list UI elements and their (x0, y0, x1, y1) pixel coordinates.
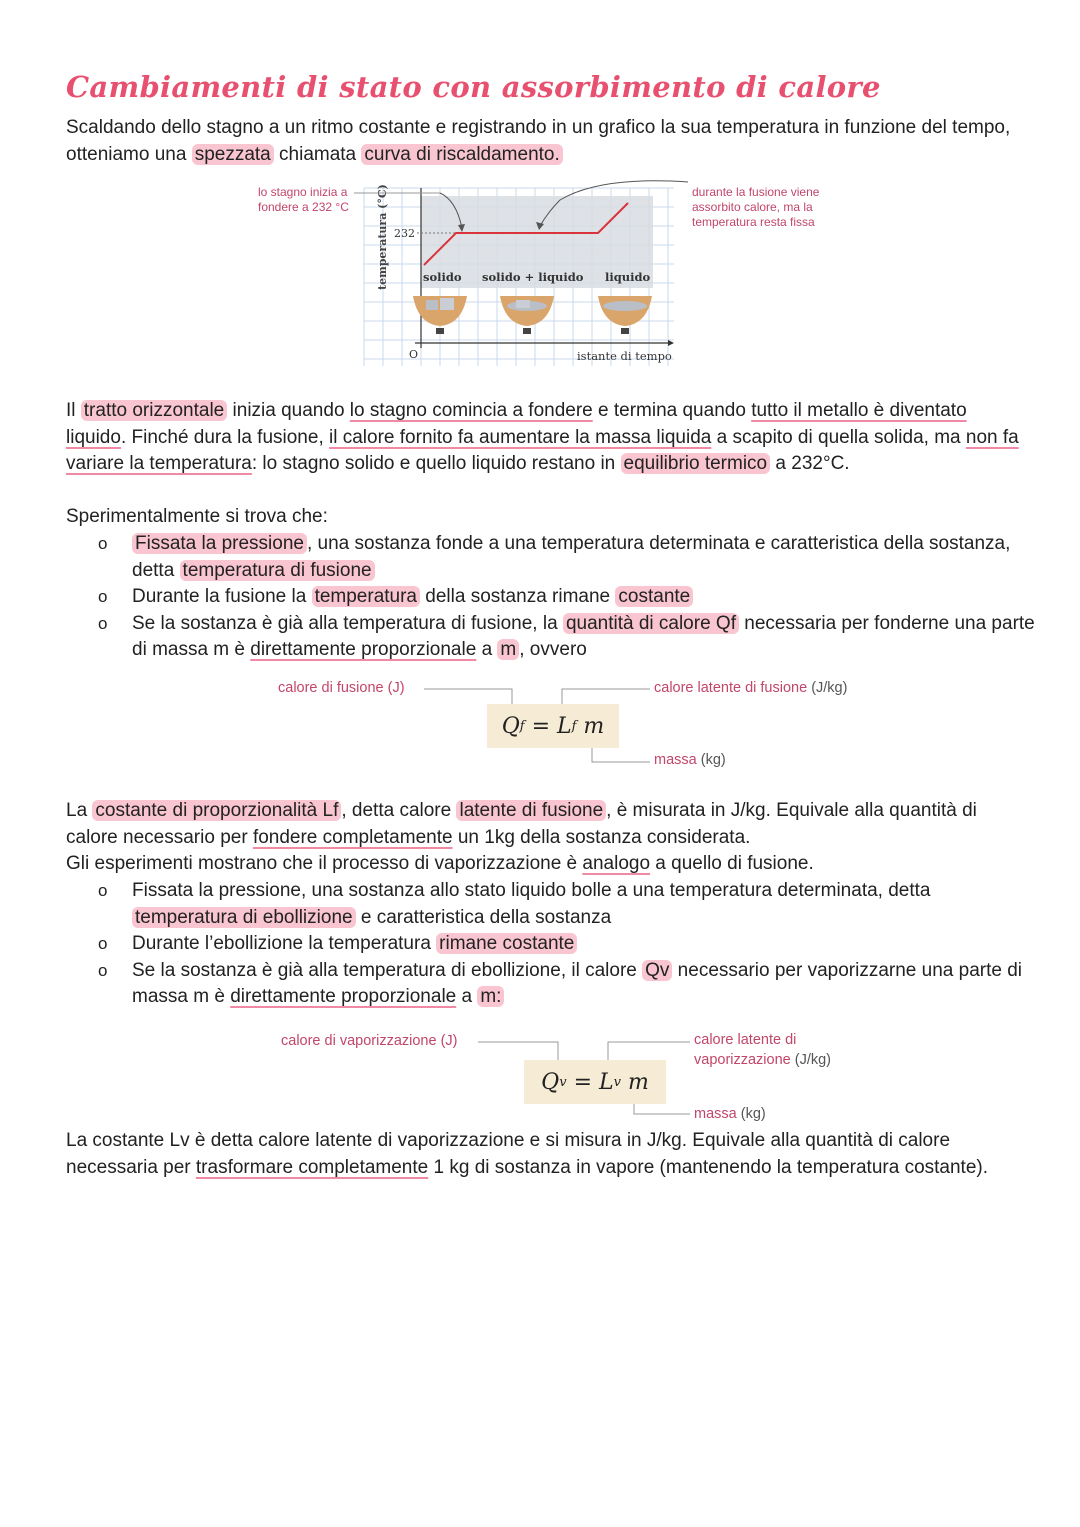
formula2-right-label: calore latente di vaporizzazione (J/kg) (694, 1032, 832, 1068)
formula1-right-label: calore latente di fusione (J/kg) (654, 680, 848, 696)
highlight: equilibrio termico (621, 453, 771, 474)
list-item: o Durante la fusione la temperatura della sostanza rimane costante (96, 584, 1036, 611)
intro-paragraph: Scaldando dello stagno a un ritmo costante e registrando in un grafico la sua temperatura in funzione del tempo, otteniamo una spezzata chiamata curva di riscaldamento. (66, 117, 1011, 165)
figure-annotation-right: durante la fusione viene assorbito calore, ma la temperatura resta fissa (692, 185, 820, 229)
list-item: o Fissata la pressione , una sostanza fonde a una temperatura determinata e caratteristica della sostanza, detta temperatura di fusione (96, 531, 1036, 584)
formula1-mass-label: massa (kg) (654, 752, 726, 768)
list-item: o Se la sostanza è già alla temperatura di ebollizione, il calore Qv necessario per vaporizzarne una parte di massa m è direttamente proporzionale a m: (96, 958, 1036, 1011)
x-axis-label: istante di tempo (577, 349, 672, 363)
highlight: latente di fusione (456, 800, 606, 821)
highlight: curva di riscaldamento. (361, 144, 562, 165)
origin-label: O (409, 348, 419, 361)
formula1-left-label: calore di fusione (J) (278, 680, 405, 696)
formula2-mass-label: massa (kg) (694, 1106, 766, 1122)
formula2-left-label: calore di vaporizzazione (J) (281, 1033, 458, 1049)
highlight: costante di proporzionalità Lf (92, 800, 341, 821)
highlight: tratto orizzontale (81, 400, 227, 421)
paragraph-latent-fusion: La costante di proporzionalità Lf , detta calore latente di fusione , è misurata in J/kg. Equivale alla quantità di calore necessario per fondere completamente un 1kg della sostanza considerata. (66, 800, 977, 848)
formula-vaporization: Q v = L v m (524, 1060, 666, 1104)
list-item: o Durante l’ebollizione la temperatura rimane costante (96, 931, 1036, 958)
figure-annotation-left: lo stagno inizia a fondere a 232 °C (258, 185, 349, 214)
list-item: o Fissata la pressione, una sostanza allo stato liquido bolle a una temperatura determinata, detta temperatura di ebollizione e caratteristica della sostanza (96, 878, 1036, 931)
paragraph-horizontal-segment: Il tratto orizzontale inizia quando lo stagno comincia a fondere e termina quando tutto il metallo è diventato liquido. Finché dura la fusione, il calore fornito fa aumentare la massa liquida a scapito di quella solida, ma non fa variare la temperatura: lo stagno solido e quello liquido restano in equilibrio termico a 232°C. (66, 400, 1019, 474)
phase-label-solid: solido (423, 270, 462, 284)
list-item: o Se la sostanza è già alla temperatura di fusione, la quantità di calore Qf necessaria per fonderne una parte di massa m è direttamente proporzionale a m , ovvero (96, 611, 1036, 664)
experimental-intro: Sperimentalmente si trova che: (66, 506, 328, 527)
page-title: Cambiamenti di stato con assorbimento di calore (66, 70, 881, 104)
formula-fusion: Q f = L f m (487, 704, 619, 748)
phase-label-liquid: liquido (605, 270, 651, 284)
paragraph-latent-vaporization: La costante Lv è detta calore latente di vaporizzazione e si misura in J/kg. Equivale alla quantità di calore necessaria per trasformare completamente 1 kg di sostanza in vapore (mantenendo la temperatura costante). (66, 1130, 989, 1178)
highlight: spezzata (192, 144, 274, 165)
y-tick-label: 232 (394, 227, 415, 240)
phase-label-mixed: solido + liquido (482, 270, 584, 284)
paragraph-vaporization: Gli esperimenti mostrano che il processo di vaporizzazione è analogo a quello di fusione. (66, 853, 814, 874)
y-axis-label: temperatura (°C) (376, 184, 389, 290)
